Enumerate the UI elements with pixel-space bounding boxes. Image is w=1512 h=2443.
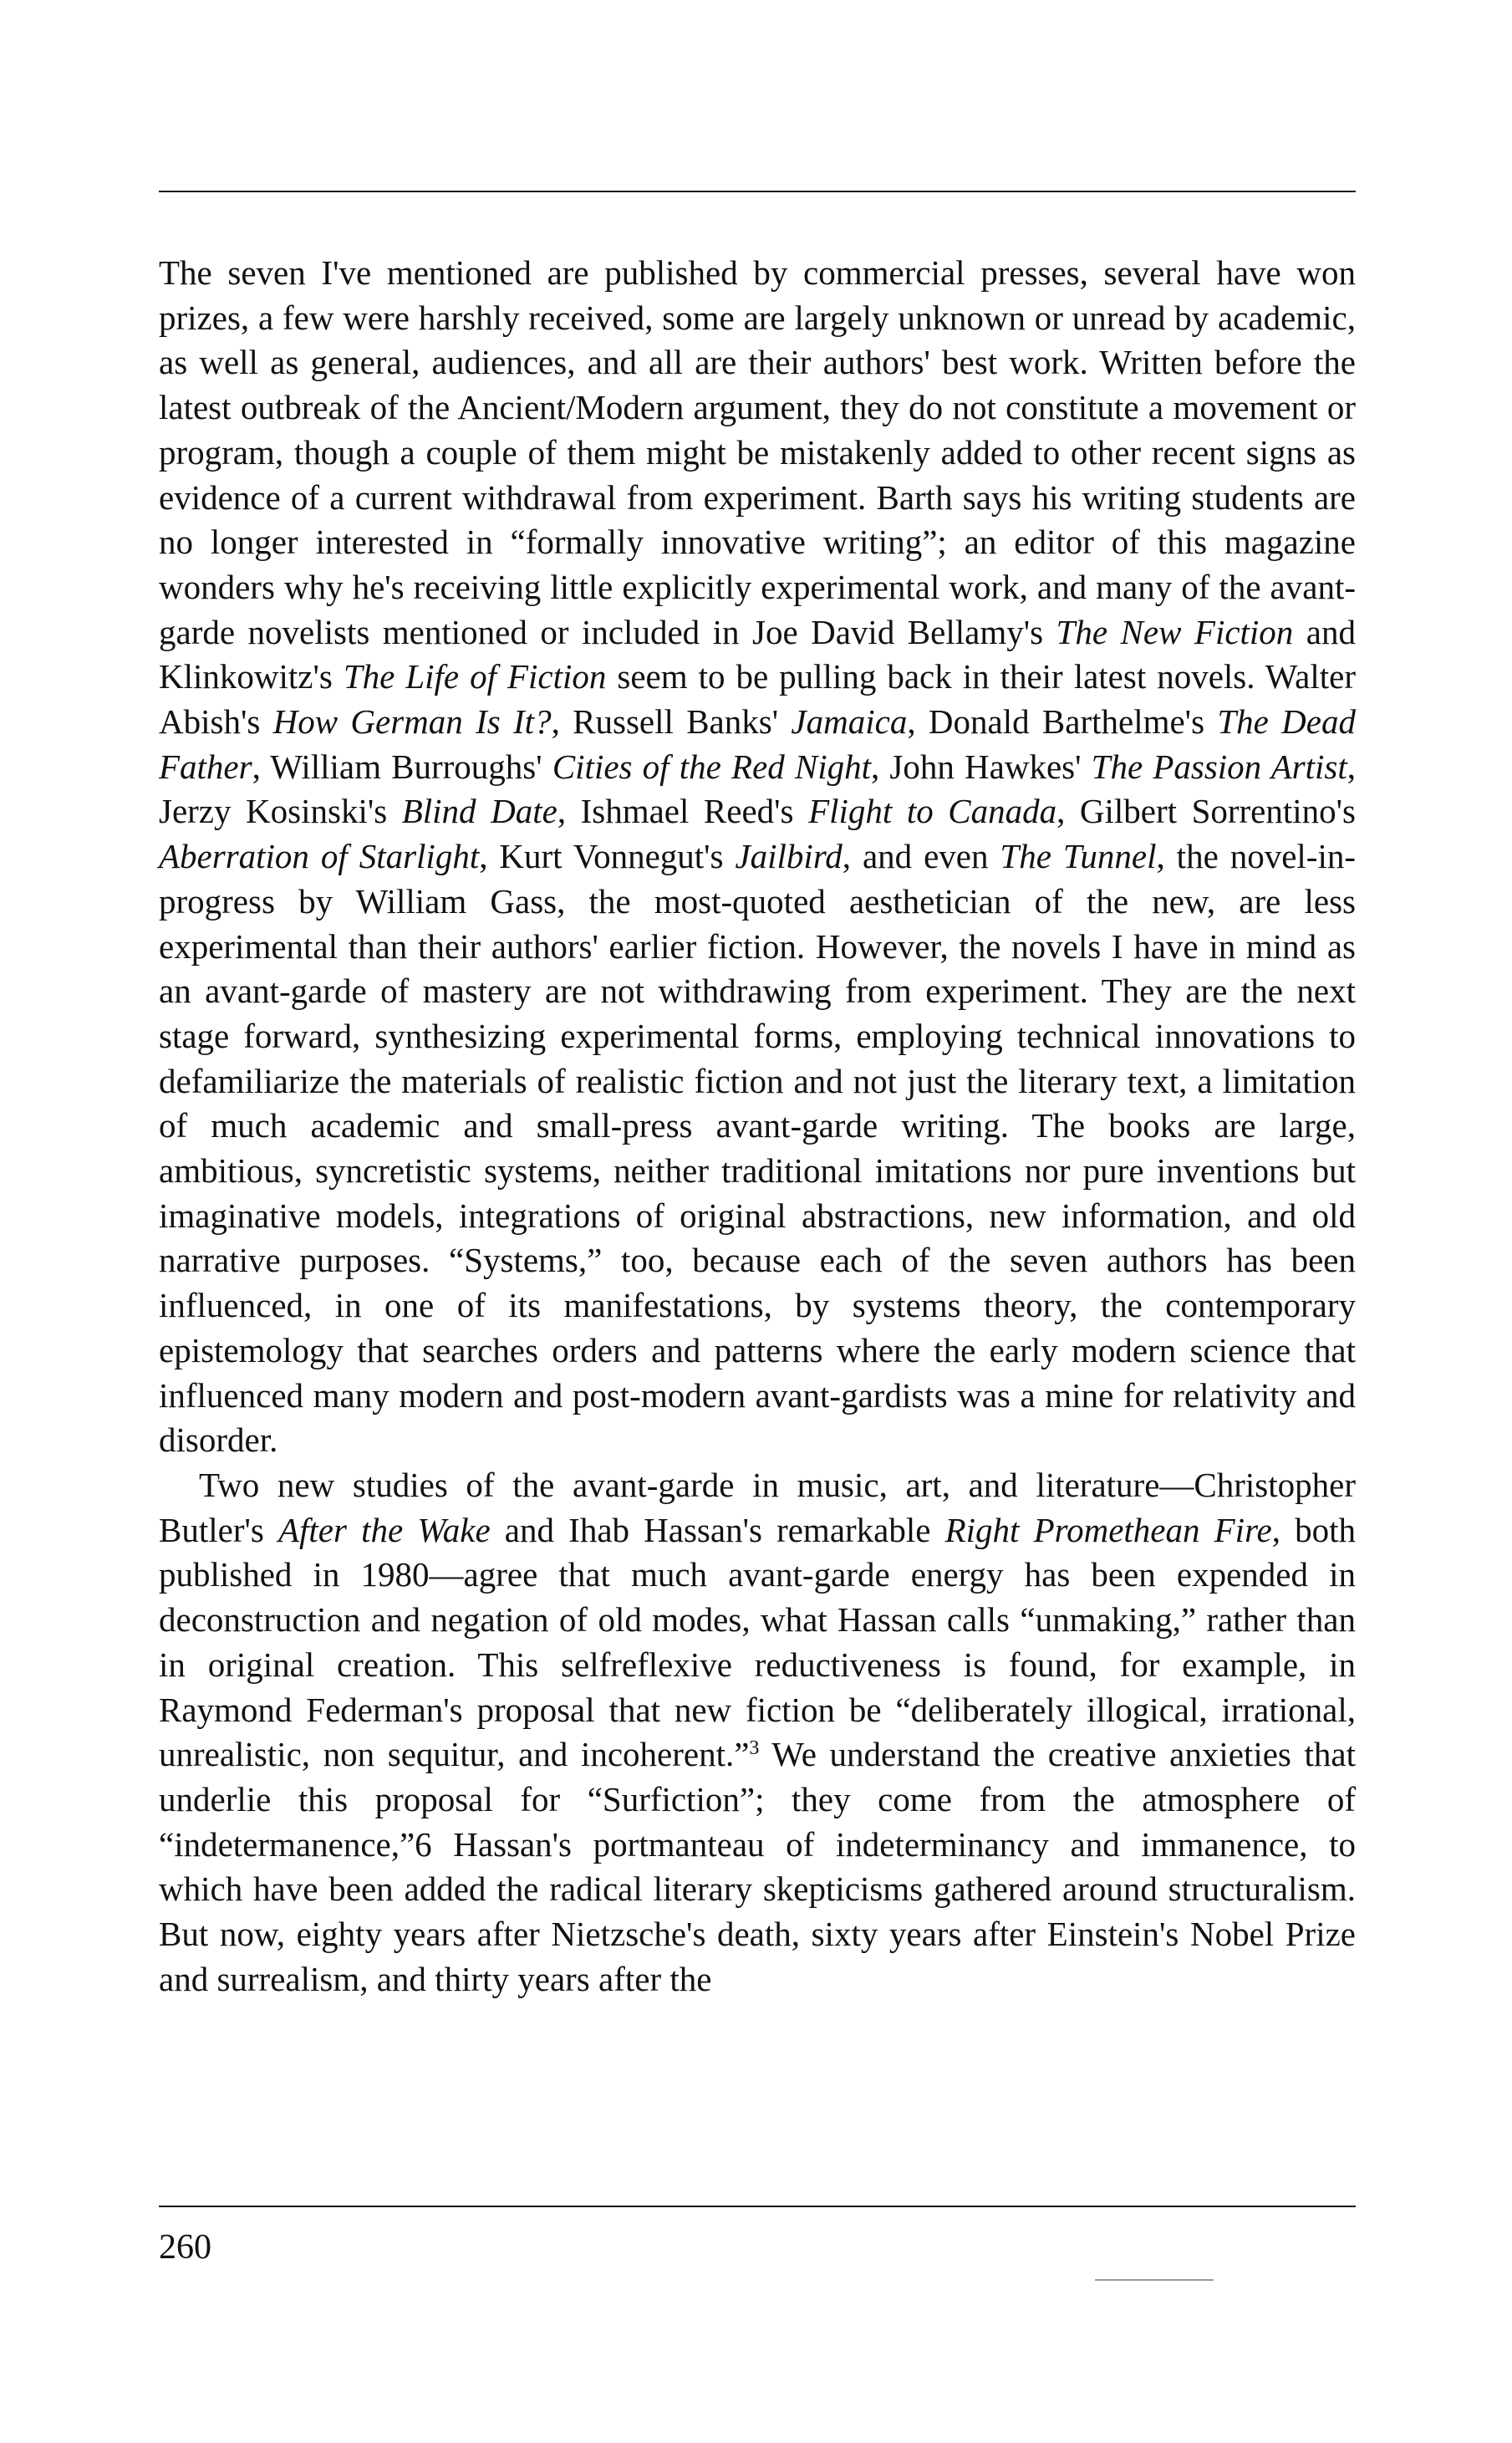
scan-mark <box>1095 2279 1214 2281</box>
title-italic: Jailbird <box>735 837 843 876</box>
text-run: and Klinkowitz's <box>159 612 1356 696</box>
title-italic: Right Promethean Fire <box>944 1510 1272 1549</box>
text-run: , and even <box>842 837 1000 876</box>
title-italic: The Dead Father <box>159 702 1356 786</box>
text-run: , Kurt Vonnegut's <box>479 837 736 876</box>
title-italic: How German Is It? <box>272 702 552 742</box>
bottom-rule <box>159 2206 1356 2207</box>
title-italic: The Tunnel <box>1000 837 1157 876</box>
title-italic: The Life of Fiction <box>343 657 607 696</box>
paragraph-1 <box>159 251 1356 1463</box>
text-run: , both published in 1980—agree that much avant-garde energy has been expended in deconstruction and negation of old modes, what Hassan calls “unmaking,” rather than in original creation. This selfreflexive reductiveness is found, for example, in Raymond Federman's proposal that new fiction be “deliberately illogical, irrational, unrealistic, non sequitur, and incoherent.” <box>159 1510 1356 1774</box>
title-italic: Jamaica <box>791 702 908 742</box>
title-italic: The New Fiction <box>1056 612 1294 651</box>
page-number: 260 <box>159 2228 211 2267</box>
title-italic: After the Wake <box>277 1510 491 1549</box>
title-italic: Aberration of Starlight <box>159 837 480 876</box>
footnote-ref: 3 <box>749 1737 760 1760</box>
text-run: We understand the creative anxieties that underlie this proposal for “Surfiction”; they come from the atmosphere of “indetermanence,”6 Hassan's portmanteau of indeterminancy and immanence, to which have been added the radical literary skepticisms gathered around structuralism. But now, eighty years after Nietzsche's death, sixty years after Einstein's Nobel Prize and surrealism, and thirty years after the <box>159 1735 1356 1998</box>
body-text <box>159 251 1356 2002</box>
title-italic: Flight to Canada <box>808 792 1057 831</box>
text-run: , Ishmael Reed's <box>557 792 809 831</box>
text-run: , Russell Banks' <box>551 702 792 742</box>
text-run: Two new studies of the avant-garde in music, art, and literature—Christopher Butler's <box>159 1465 1356 1549</box>
top-rule <box>159 191 1356 192</box>
text-run: and Ihab Hassan's remarkable <box>490 1510 945 1549</box>
text-run: , Jerzy Kosinski's <box>159 747 1356 831</box>
text-run: seem to be pulling back in their latest novels. Walter Abish's <box>159 657 1357 742</box>
title-italic: The Passion Artist <box>1091 747 1347 786</box>
text-run: , Donald Barthelme's <box>907 702 1218 742</box>
text-run: , William Burroughs' <box>252 747 552 786</box>
text-run: , Gilbert Sorrentino's <box>1056 792 1357 831</box>
title-italic: Cities of the Red Night <box>552 747 871 786</box>
title-italic: Blind Date <box>401 792 557 831</box>
paragraph-2 <box>159 1463 1356 2002</box>
text-run: , John Hawkes' <box>871 747 1092 786</box>
text-run: , the novel-inprogress by William Gass, the most-quoted aesthetician of the new, are less experimental than their authors' earlier fiction. However, the novels I have in mind as an avant-garde of mastery are not withdrawing from experiment. They are the next stage forward, synthesizing experimental forms, employing technical innovations to defamiliarize the materials of realistic fiction and not just the literary text, a limitation of much academic and small-press avant-garde writing. The books are large, ambitious, syncretistic systems, neither traditional imitations nor pure inventions but imaginative models, integrations of original abstractions, new information, and old narrative purposes. “Systems,” too, because each of the seven authors has been influenced, in one of its manifestations, by systems theory, the contemporary epistemology that searches orders and patterns where the early modern science that influenced many modern and post-modern avant-gardists was a mine for relativity and disorder. <box>159 837 1356 1460</box>
text-run: The seven I've mentioned are published by commercial presses, several have won prizes, a few were harshly received, some are largely unknown or unread by academic, as well as general, audiences, and all are their authors' best work. Written before the latest outbreak of the Ancient/Modern argument, they do not constitute a movement or program, though a couple of them might be mistakenly added to other recent signs as evidence of a current withdrawal from experiment. Barth says his writing students are no longer interested in “formally innovative writing”; an editor of this magazine wonders why he's receiving little explicitly experimental work, and many of the avant-garde novelists mentioned or included in Joe David Bellamy's <box>159 253 1356 651</box>
